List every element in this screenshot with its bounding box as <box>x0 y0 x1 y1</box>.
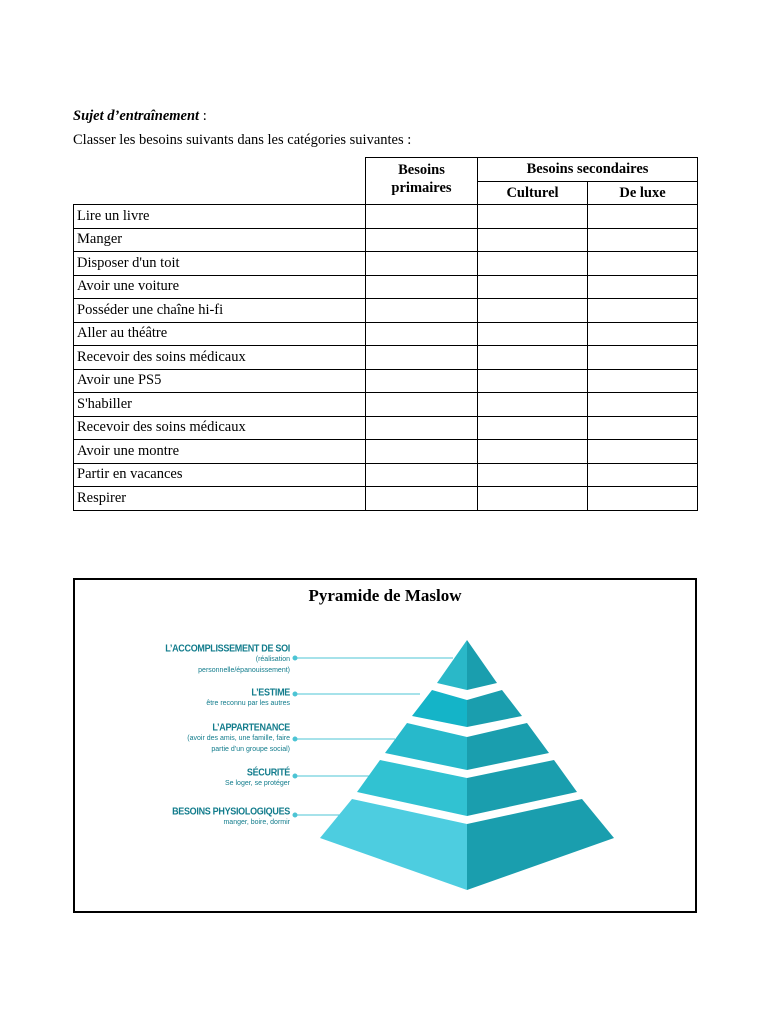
instruction-text: Classer les besoins suivants dans les catégories suivantes : <box>73 132 412 148</box>
table-row <box>74 322 698 346</box>
answer-cell-primary[interactable] <box>366 299 478 323</box>
answer-cell-primary[interactable] <box>366 205 478 229</box>
needs-table-body <box>74 205 698 511</box>
blank-header-cell <box>74 158 366 205</box>
answer-cell-primary[interactable] <box>366 416 478 440</box>
table-row <box>74 393 698 417</box>
pyramid-tier-3-right <box>467 723 549 770</box>
answer-cell-primary[interactable] <box>366 228 478 252</box>
need-label: Manger <box>74 228 366 252</box>
answer-cell-luxury[interactable] <box>588 487 698 511</box>
need-label: Lire un livre <box>74 205 366 229</box>
connector-dot <box>293 774 297 778</box>
answer-cell-primary[interactable] <box>366 322 478 346</box>
answer-cell-luxury[interactable] <box>588 275 698 299</box>
answer-cell-primary[interactable] <box>366 393 478 417</box>
answer-cell-primary[interactable] <box>366 487 478 511</box>
answer-cell-primary[interactable] <box>366 275 478 299</box>
pyramid-tier-top-left <box>437 640 467 690</box>
need-label: Avoir une montre <box>74 440 366 464</box>
table-row <box>74 369 698 393</box>
pyramid-tier-2-right <box>467 690 522 727</box>
answer-cell-luxury[interactable] <box>588 322 698 346</box>
table-row <box>74 463 698 487</box>
maslow-pyramid-figure <box>73 578 697 913</box>
level-name: BESOINS PHYSIOLOGIQUES <box>172 805 290 817</box>
answer-cell-primary[interactable] <box>366 463 478 487</box>
answer-cell-cultural[interactable] <box>478 228 588 252</box>
level-name: L’ESTIME <box>251 686 290 698</box>
answer-cell-cultural[interactable] <box>478 252 588 276</box>
level-desc: manger, boire, dormir <box>223 819 290 826</box>
level-name: SÉCURITÉ <box>246 766 290 778</box>
pyramid-tier-top-right <box>467 640 497 690</box>
connector-dot <box>293 813 297 817</box>
needs-table <box>73 157 698 511</box>
header-secondary-needs: Besoins secondaires <box>478 158 698 182</box>
exercise-title: Sujet d’entraînement <box>73 108 200 124</box>
exercise-heading <box>73 108 207 125</box>
answer-cell-cultural[interactable] <box>478 322 588 346</box>
table-row <box>74 346 698 370</box>
need-label: Posséder une chaîne hi-fi <box>74 299 366 323</box>
level-desc: personnelle/épanouissement) <box>198 667 290 674</box>
pyramid-graphic <box>75 580 695 911</box>
need-label: Disposer d'un toit <box>74 252 366 276</box>
need-label: Respirer <box>74 487 366 511</box>
answer-cell-cultural[interactable] <box>478 416 588 440</box>
header-luxury: De luxe <box>588 181 698 205</box>
connector-dot <box>293 656 297 660</box>
connector-dot <box>293 737 297 741</box>
table-row <box>74 299 698 323</box>
answer-cell-cultural[interactable] <box>478 393 588 417</box>
answer-cell-luxury[interactable] <box>588 228 698 252</box>
connector-dot <box>293 692 297 696</box>
answer-cell-luxury[interactable] <box>588 393 698 417</box>
answer-cell-luxury[interactable] <box>588 205 698 229</box>
answer-cell-cultural[interactable] <box>478 440 588 464</box>
answer-cell-luxury[interactable] <box>588 440 698 464</box>
answer-cell-luxury[interactable] <box>588 252 698 276</box>
answer-cell-primary[interactable] <box>366 440 478 464</box>
need-label: Aller au théâtre <box>74 322 366 346</box>
level-desc: partie d’un groupe social) <box>211 746 290 753</box>
header-primary-needs: Besoins primaires <box>366 158 478 205</box>
table-row <box>74 440 698 464</box>
answer-cell-primary[interactable] <box>366 252 478 276</box>
table-row <box>74 487 698 511</box>
need-label: Avoir une PS5 <box>74 369 366 393</box>
level-desc: (avoir des amis, une famille, faire <box>187 735 290 742</box>
answer-cell-cultural[interactable] <box>478 205 588 229</box>
pyramid-title: Pyramide de Maslow <box>308 586 462 605</box>
pyramid-tier-base-left <box>320 799 467 890</box>
answer-cell-cultural[interactable] <box>478 275 588 299</box>
pyramid-tier-3-left <box>385 723 467 770</box>
table-row <box>74 275 698 299</box>
answer-cell-cultural[interactable] <box>478 487 588 511</box>
exercise-title-suffix: : <box>199 108 207 124</box>
need-label: S'habiller <box>74 393 366 417</box>
answer-cell-cultural[interactable] <box>478 369 588 393</box>
answer-cell-cultural[interactable] <box>478 346 588 370</box>
pyramid-tier-base-right <box>467 799 614 890</box>
need-label: Recevoir des soins médicaux <box>74 346 366 370</box>
table-row <box>74 228 698 252</box>
answer-cell-luxury[interactable] <box>588 463 698 487</box>
level-name: L’ACCOMPLISSEMENT DE SOI <box>165 642 290 654</box>
level-desc: être reconnu par les autres <box>206 700 290 707</box>
answer-cell-luxury[interactable] <box>588 416 698 440</box>
answer-cell-primary[interactable] <box>366 346 478 370</box>
table-row <box>74 205 698 229</box>
answer-cell-cultural[interactable] <box>478 299 588 323</box>
level-name: L’APPARTENANCE <box>212 721 290 733</box>
need-label: Avoir une voiture <box>74 275 366 299</box>
need-label: Recevoir des soins médicaux <box>74 416 366 440</box>
answer-cell-primary[interactable] <box>366 369 478 393</box>
level-desc: Se loger, se protéger <box>225 780 290 787</box>
level-desc: (réalisation <box>255 656 290 663</box>
answer-cell-luxury[interactable] <box>588 369 698 393</box>
pyramid-tier-2-left <box>412 690 467 727</box>
answer-cell-cultural[interactable] <box>478 463 588 487</box>
answer-cell-luxury[interactable] <box>588 299 698 323</box>
answer-cell-luxury[interactable] <box>588 346 698 370</box>
table-row <box>74 252 698 276</box>
table-row <box>74 416 698 440</box>
header-cultural: Culturel <box>478 181 588 205</box>
need-label: Partir en vacances <box>74 463 366 487</box>
